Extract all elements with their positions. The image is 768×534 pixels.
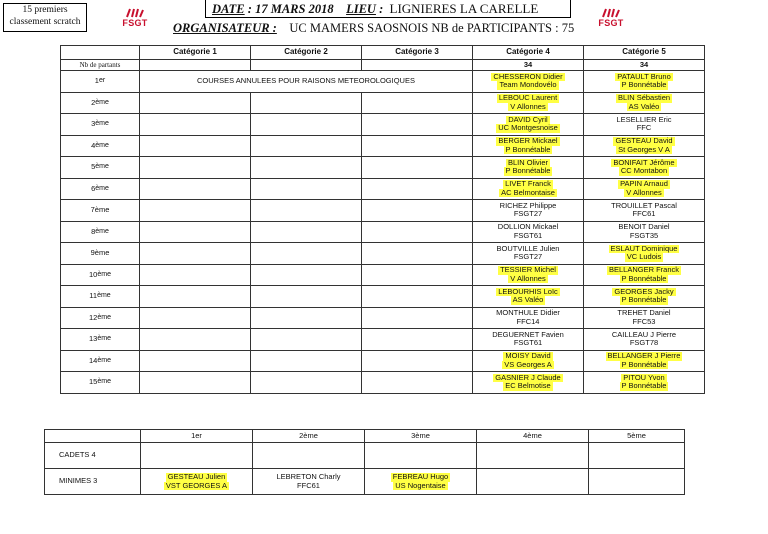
rider-cell xyxy=(473,200,584,222)
rider-name: MOISY David xyxy=(505,351,551,361)
date-value: 17 MARS 2018 xyxy=(255,2,334,16)
rider-name: DOLLION Mickael xyxy=(497,222,559,232)
rider-cell xyxy=(473,372,584,394)
starters-count: 34 xyxy=(584,60,705,71)
rider-name: BELLANGER J Pierre xyxy=(607,351,681,361)
rank-suffix: er xyxy=(98,77,106,84)
rider-club: FFC61 xyxy=(632,209,656,219)
table-row xyxy=(61,329,705,351)
rider-name: TREHET Daniel xyxy=(617,308,671,318)
empty-cell xyxy=(141,443,253,469)
rider-club: P Bonnétable xyxy=(505,166,551,176)
rider-club: St Georges V A xyxy=(618,144,670,154)
empty-cell xyxy=(140,243,251,265)
rider-name: CHESSERON Didier xyxy=(493,71,563,81)
rider-club: FSGT27 xyxy=(513,209,543,219)
category-header-row xyxy=(61,46,705,60)
empty-cell xyxy=(362,286,473,308)
rider-club: FSGT61 xyxy=(513,230,543,240)
empty-cell xyxy=(362,157,473,179)
table-row xyxy=(61,200,705,222)
empty-cell xyxy=(251,200,362,222)
rank-number: 1 xyxy=(94,76,99,85)
rider-cell xyxy=(584,71,705,93)
minimes-row xyxy=(45,469,685,495)
empty-cell xyxy=(253,443,365,469)
rank-cell xyxy=(61,135,140,157)
rider-name: MONTHULE Didier xyxy=(496,308,560,318)
table-row xyxy=(61,307,705,329)
table-row xyxy=(61,71,705,93)
rank-cell xyxy=(61,350,140,372)
corner-cell xyxy=(45,430,141,443)
empty-cell xyxy=(251,157,362,179)
rider-cell xyxy=(584,114,705,136)
youth-table xyxy=(44,429,685,495)
empty-cell xyxy=(251,372,362,394)
rider-name: DAVID Cyril xyxy=(508,114,548,124)
minimes-label: MINIMES 3 xyxy=(45,469,141,495)
top-15-box xyxy=(3,3,87,32)
rider-cell xyxy=(473,264,584,286)
place-header: 3ème xyxy=(365,430,477,443)
rider-club: V Allonnes xyxy=(626,187,662,197)
table-row xyxy=(61,114,705,136)
rank-cell xyxy=(61,114,140,136)
rider-name: BELLANGER Franck xyxy=(608,265,680,275)
rank-suffix: ème xyxy=(97,270,111,278)
empty-cell xyxy=(362,264,473,286)
rider-cell xyxy=(584,350,705,372)
rank-cell: 7ème xyxy=(61,200,140,222)
minimes-result-cell xyxy=(477,469,589,495)
rank-cell xyxy=(61,372,140,394)
rank-suffix: ème xyxy=(97,378,111,385)
empty-cell xyxy=(251,243,362,265)
empty-cell xyxy=(362,114,473,136)
table-row xyxy=(61,286,705,308)
table-row xyxy=(61,157,705,179)
empty-cell xyxy=(140,92,251,114)
rank-number: 4 xyxy=(91,140,96,150)
empty-cell xyxy=(589,443,685,469)
table-row xyxy=(61,372,705,394)
rank-suffix: ème xyxy=(95,184,109,192)
rider-club: CC Montabon xyxy=(620,166,668,176)
rank-cell: 9ème xyxy=(61,243,140,265)
rider-cell xyxy=(584,157,705,179)
rider-name: TESSIER Michel xyxy=(500,265,556,275)
rider-cell xyxy=(473,329,584,351)
rider-club: AS Valéo xyxy=(512,295,544,305)
top-15-line2: classement scratch xyxy=(9,17,81,27)
rider-club: P Bonnétable xyxy=(621,295,667,305)
rider-cell xyxy=(584,135,705,157)
empty-cell xyxy=(362,350,473,372)
rank-suffix: ème xyxy=(95,98,109,106)
rider-name: PITOU Yvon xyxy=(623,372,665,382)
rider-name: BOUTVILLE Julien xyxy=(496,243,560,253)
rider-club: FSGT35 xyxy=(629,230,659,240)
category-header: Catégorie 1 xyxy=(140,46,251,60)
rider-cell xyxy=(473,350,584,372)
table-row xyxy=(61,221,705,243)
empty-cell xyxy=(251,92,362,114)
empty-cell xyxy=(365,443,477,469)
rank-suffix: ème xyxy=(95,227,109,235)
starters-count: 34 xyxy=(473,60,584,71)
rider-name: PAPIN Arnaud xyxy=(620,179,668,189)
rider-cell xyxy=(584,286,705,308)
rider-club: US Nogentaise xyxy=(395,480,446,490)
starters-count xyxy=(140,60,251,71)
empty-cell xyxy=(140,307,251,329)
table-row xyxy=(61,92,705,114)
rank-number: 8 xyxy=(91,226,96,236)
rider-cell xyxy=(584,92,705,114)
starters-count xyxy=(362,60,473,71)
rank-number: 6 xyxy=(91,183,96,193)
rider-club: FSGT27 xyxy=(513,252,543,262)
minimes-result-cell xyxy=(141,469,253,495)
place-header: 2ème xyxy=(253,430,365,443)
empty-cell xyxy=(362,178,473,200)
rider-club: FSGT78 xyxy=(629,338,659,348)
rank-number: 14 xyxy=(89,355,98,365)
empty-cell xyxy=(140,286,251,308)
place-header: 1er xyxy=(141,430,253,443)
empty-cell xyxy=(140,372,251,394)
empty-cell xyxy=(140,264,251,286)
empty-cell xyxy=(251,329,362,351)
rider-name: DEGUERNET Favien xyxy=(492,329,564,339)
empty-cell xyxy=(362,221,473,243)
rank-cell xyxy=(61,329,140,351)
rider-name: GESTEAU Julien xyxy=(167,472,226,481)
fsgt-emblem-icon xyxy=(126,8,144,18)
rider-club: FFC61 xyxy=(297,480,320,490)
empty-cell xyxy=(477,443,589,469)
starters-count xyxy=(251,60,362,71)
rank-cell xyxy=(61,92,140,114)
organiser-value: UC MAMERS SAOSNOIS NB de PARTICIPANTS : 75 xyxy=(289,21,575,35)
rank-number: 11 xyxy=(89,291,98,300)
rank-cell xyxy=(61,264,140,286)
empty-cell xyxy=(251,286,362,308)
rider-name: LESELLIER Eric xyxy=(616,114,672,124)
empty-cell xyxy=(251,350,362,372)
empty-cell xyxy=(362,372,473,394)
minimes-result-cell xyxy=(365,469,477,495)
empty-cell xyxy=(140,221,251,243)
starters-row xyxy=(61,60,705,71)
rider-cell xyxy=(473,157,584,179)
empty-cell xyxy=(362,329,473,351)
rider-club: P Bonnétable xyxy=(621,273,667,283)
empty-cell xyxy=(140,350,251,372)
rider-name: LEBOURHIS Loïc xyxy=(498,286,558,296)
empty-cell xyxy=(362,135,473,157)
rider-cell xyxy=(473,221,584,243)
rider-cell xyxy=(473,114,584,136)
rider-name: BLIN Sébastien xyxy=(617,93,671,103)
rider-club: V Allonnes xyxy=(510,101,546,111)
rider-name: BONIFAIT Jérôme xyxy=(613,157,675,167)
rank-cell xyxy=(61,157,140,179)
empty-cell xyxy=(251,307,362,329)
rider-club: EC Belmotise xyxy=(505,381,551,391)
rider-cell xyxy=(473,243,584,265)
empty-cell xyxy=(251,135,362,157)
rider-name: BLIN Olivier xyxy=(507,157,548,167)
organiser-line xyxy=(173,21,574,36)
fsgt-logo-left xyxy=(122,8,148,30)
table-row xyxy=(61,264,705,286)
rider-club: P Bonnétable xyxy=(621,80,667,90)
empty-cell xyxy=(140,114,251,136)
rank-number: 13 xyxy=(89,334,98,343)
rider-name: FEBREAU Hugo xyxy=(392,472,449,481)
rider-name: CAILLEAU J Pierre xyxy=(611,329,677,339)
place-header: 5ème xyxy=(589,430,685,443)
table-row xyxy=(61,178,705,200)
table-row xyxy=(61,243,705,265)
rider-cell xyxy=(473,178,584,200)
category-header: Catégorie 2 xyxy=(251,46,362,60)
organiser-label: ORGANISATEUR : xyxy=(173,21,277,35)
empty-cell xyxy=(140,157,251,179)
rider-club: VST GEORGES A xyxy=(165,480,228,490)
cancellation-note: COURSES ANNULEES POUR RAISONS METEOROLOGIQUES xyxy=(140,71,473,93)
rank-number: 12 xyxy=(89,312,98,322)
minimes-result-cell xyxy=(589,469,685,495)
rider-cell xyxy=(473,135,584,157)
empty-cell xyxy=(362,243,473,265)
table-row xyxy=(61,135,705,157)
table-row xyxy=(61,350,705,372)
fsgt-logo-text: FSGT xyxy=(122,18,148,28)
corner-cell xyxy=(61,46,140,60)
rank-number: 5 xyxy=(91,162,96,171)
date-label: DATE xyxy=(212,2,245,16)
rank-number: 15 xyxy=(89,377,98,386)
rider-name: BENOIT Daniel xyxy=(618,222,670,232)
rider-club: P Bonnétable xyxy=(621,381,667,391)
category-header: Catégorie 4 xyxy=(473,46,584,60)
rider-club: UC Montgesnoise xyxy=(498,123,558,133)
cadets-label: CADETS 4 xyxy=(45,443,141,469)
rider-club: FSGT61 xyxy=(513,338,543,348)
place-header: 4ème xyxy=(477,430,589,443)
rider-club: FFC53 xyxy=(632,316,656,326)
rider-name: GASNIER J Claude xyxy=(495,372,561,382)
starters-label: Nb de partants xyxy=(61,60,140,71)
empty-cell xyxy=(140,135,251,157)
rider-club: V Allonnes xyxy=(510,273,546,283)
rank-suffix: ème xyxy=(97,292,111,299)
rider-cell xyxy=(584,243,705,265)
rank-suffix: ème xyxy=(97,313,111,321)
empty-cell xyxy=(251,221,362,243)
empty-cell xyxy=(251,114,362,136)
rider-club: P Bonnétable xyxy=(505,144,551,154)
empty-cell xyxy=(251,264,362,286)
rider-cell xyxy=(584,329,705,351)
rider-cell xyxy=(584,264,705,286)
rider-cell xyxy=(473,71,584,93)
fsgt-logo-right xyxy=(598,8,624,30)
rank-cell xyxy=(61,286,140,308)
empty-cell xyxy=(251,178,362,200)
youth-header-row xyxy=(45,430,685,443)
rider-club: FFC14 xyxy=(516,316,540,326)
rider-name: GEORGES Jacky xyxy=(614,286,674,296)
cadets-row xyxy=(45,443,685,469)
rider-club: Team Mondovélo xyxy=(499,80,557,90)
results-table xyxy=(60,45,705,394)
rider-cell xyxy=(584,307,705,329)
fsgt-logo-text: FSGT xyxy=(598,18,624,28)
rank-suffix: ème xyxy=(97,356,111,364)
rider-club: VC Ludois xyxy=(626,252,662,262)
rank-suffix: ème xyxy=(95,163,109,170)
lieu-label: LIEU xyxy=(346,2,376,16)
rider-name: LEBRETON Charly xyxy=(276,472,341,481)
rider-club: P Bonnétable xyxy=(621,359,667,369)
rider-name: PATAULT Bruno xyxy=(617,71,671,81)
rider-name: LEBOUC Laurent xyxy=(498,93,558,103)
category-header: Catégorie 5 xyxy=(584,46,705,60)
rider-cell xyxy=(584,200,705,222)
rank-cell xyxy=(61,307,140,329)
rank-cell xyxy=(61,178,140,200)
rider-name: TROUILLET Pascal xyxy=(611,200,677,210)
rank-suffix: ème xyxy=(97,335,111,342)
empty-cell xyxy=(140,200,251,222)
rider-name: ESLAUT Dominique xyxy=(610,243,678,253)
rider-club: AC Belmontaise xyxy=(501,187,555,197)
rider-club: AS Valéo xyxy=(628,101,660,111)
rider-cell xyxy=(473,307,584,329)
rider-club: FFC xyxy=(636,123,652,133)
rank-number: 10 xyxy=(89,269,98,279)
empty-cell xyxy=(140,178,251,200)
rank-number: 3 xyxy=(91,119,96,128)
empty-cell xyxy=(362,307,473,329)
empty-cell xyxy=(362,92,473,114)
fsgt-emblem-icon xyxy=(602,8,620,18)
rider-name: BERGER Mickael xyxy=(498,136,558,146)
lieu-value: LIGNIERES LA CARELLE xyxy=(389,1,539,16)
rider-cell xyxy=(584,372,705,394)
category-header: Catégorie 3 xyxy=(362,46,473,60)
rider-club: VS Georges A xyxy=(504,359,552,369)
rider-cell xyxy=(473,92,584,114)
minimes-result-cell xyxy=(253,469,365,495)
rank-number: 2 xyxy=(91,97,96,107)
empty-cell xyxy=(362,200,473,222)
date-lieu-line: DATE : 17 MARS 2018 LIEU : LIGNIERES LA CARELLE xyxy=(212,1,539,16)
rank-cell xyxy=(61,71,140,93)
rank-cell xyxy=(61,221,140,243)
rider-cell xyxy=(584,221,705,243)
top-15-line1: 15 premiers xyxy=(22,5,68,15)
rank-suffix: ème xyxy=(95,141,109,149)
empty-cell xyxy=(140,329,251,351)
rider-name: LIVET Franck xyxy=(505,179,551,189)
rider-cell xyxy=(584,178,705,200)
rider-name: RICHEZ Philippe xyxy=(499,200,557,210)
rider-cell xyxy=(473,286,584,308)
rider-name: GESTEAU David xyxy=(615,136,673,146)
rank-suffix: ème xyxy=(95,120,109,127)
